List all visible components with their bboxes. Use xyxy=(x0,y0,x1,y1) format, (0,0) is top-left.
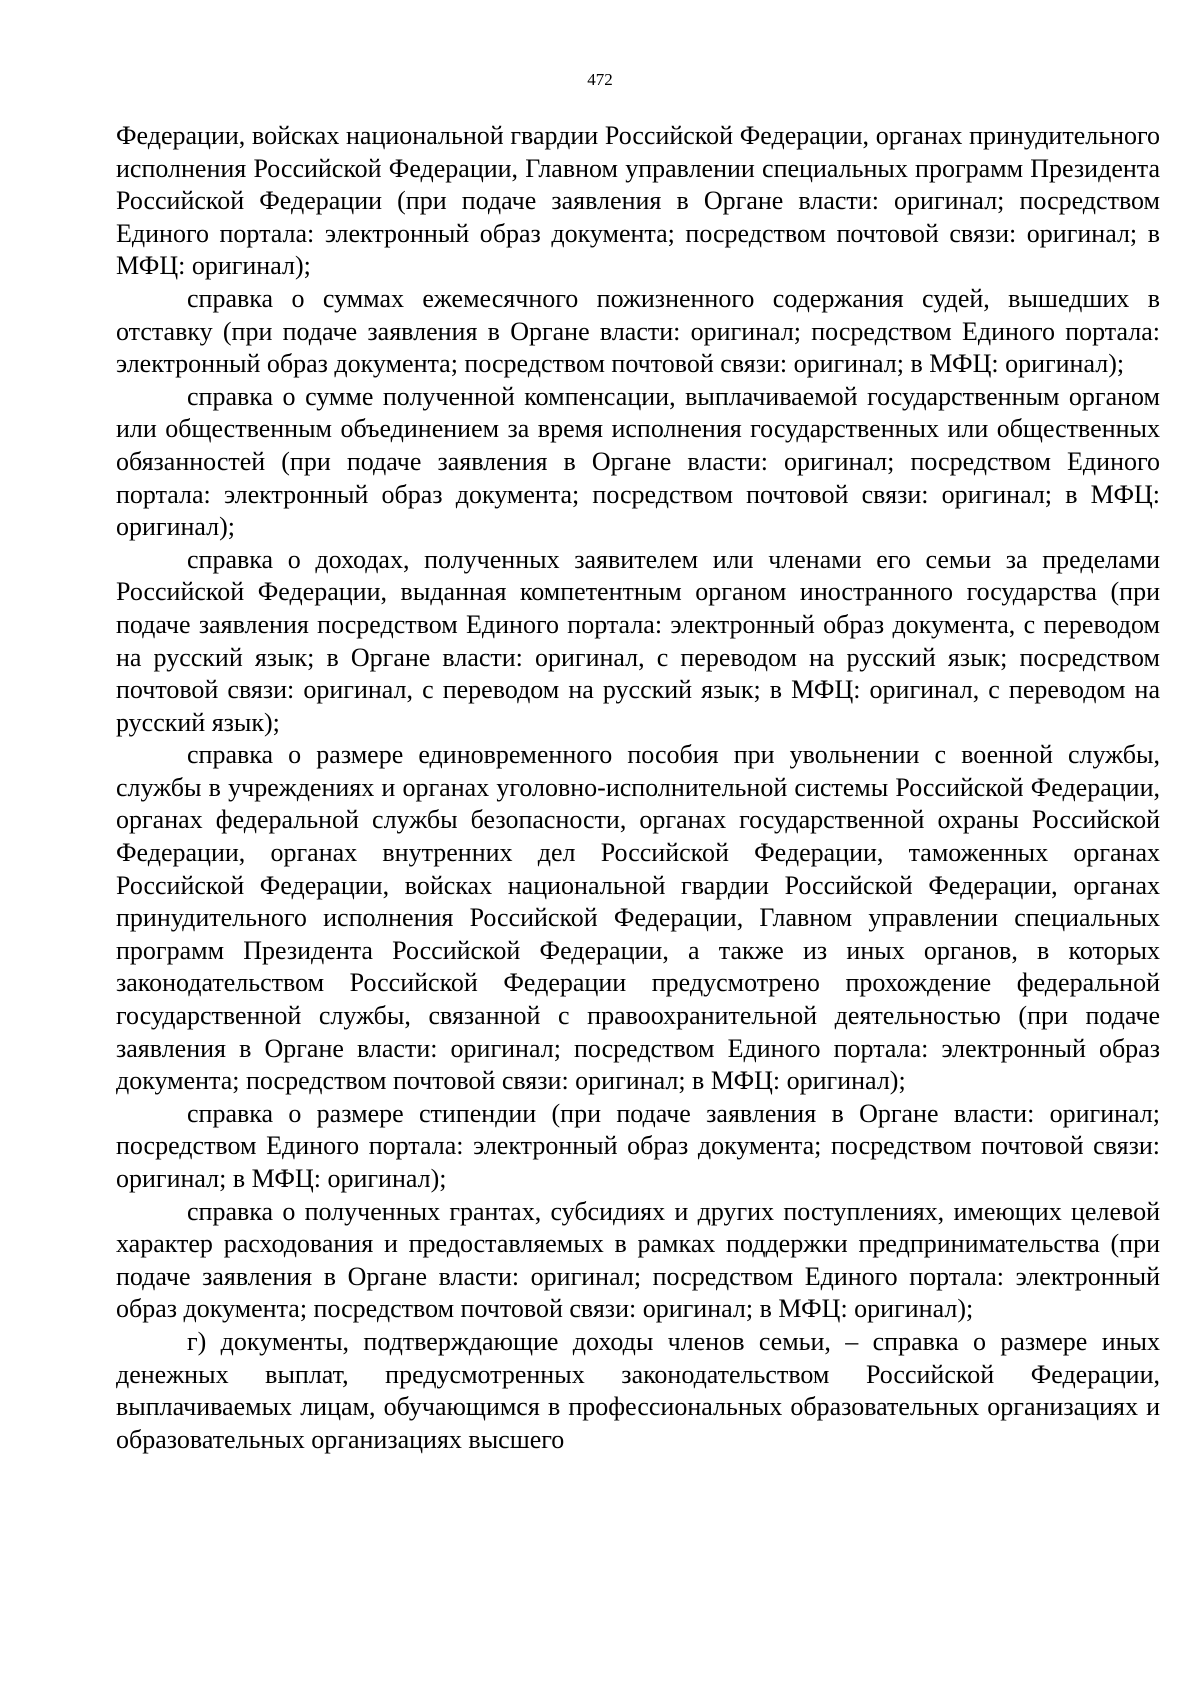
paragraph-compensation: справка о сумме полученной компенсации, выплачиваемой государственным органом или общественным объединением за время исполнения государственных или общественных обязанностей (при подаче заявления в Органе власти: оригинал; посредством Единого портала: электронный образ документа; посредством почтовой связи: оригинал; в МФЦ: оригинал); xyxy=(116,381,1160,542)
paragraph-grants: справка о полученных грантах, субсидиях и других поступлениях, имеющих целевой характер расходования и предоставляемых в рамках поддержки предпринимательства (при подаче заявления в Органе власти: оригинал; посредством Единого портала: электронный образ документа; посредством почтовой связи: оригинал; в МФЦ: оригинал); xyxy=(116,1196,1160,1324)
document-body xyxy=(116,120,1160,1456)
paragraph-dismissal-allowance: справка о размере единовременного пособия при увольнении с военной службы, службы в учреждениях и органах уголовно-исполнительной системы Российской Федерации, органах федеральной службы безопасности, органах государственной охраны Российской Федерации, органах внутренних дел Российской Федерации, таможенных органах Российской Федерации, войсках национальной гвардии Российской Федерации, органах принудительного исполнения Российской Федерации, Главном управлении специальных программ Президента Российской Федерации, а также из иных органов, в которых законодательством Российской Федерации предусмотрено прохождение федеральной государственной службы, связанной с правоохранительной деятельностью (при подаче заявления в Органе власти: оригинал; посредством Единого портала: электронный образ документа; посредством почтовой связи: оригинал; в МФЦ: оригинал); xyxy=(116,740,1160,1096)
paragraph-stipend: справка о размере стипендии (при подаче заявления в Органе власти: оригинал; посредством Единого портала: электронный образ документа; посредством почтовой связи: оригинал; в МФЦ: оригинал); xyxy=(116,1098,1160,1193)
paragraph-judges-maintenance: справка о суммах ежемесячного пожизненного содержания судей, вышедших в отставку (при подаче заявления в Органе власти: оригинал; посредством Единого портала: электронный образ документа; посредством почтовой связи: оригинал; в МФЦ: оригинал); xyxy=(116,283,1160,379)
paragraph-foreign-income: справка о доходах, полученных заявителем или членами его семьи за пределами Российской Федерации, выданная компетентным органом иностранного государства (при подаче заявления посредством Единого портала: электронный образ документа, с переводом на русский язык; в Органе власти: оригинал, с переводом на русский язык; посредством почтовой связи: оригинал, с переводом на русский язык; в МФЦ: оригинал, с переводом на русский язык); xyxy=(116,544,1160,737)
paragraph-item-g: г) документы, подтверждающие доходы членов семьи, – справка о размере иных денежных выплат, предусмотренных законодательством Российской Федерации, выплачиваемых лицам, обучающимся в профессиональных образовательных организациях и образовательных организациях высшего xyxy=(116,1326,1160,1454)
page-number: 472 xyxy=(587,70,613,89)
paragraph-continuation: Федерации, войсках национальной гвардии Российской Федерации, органах принудительного исполнения Российской Федерации, Главном управлении специальных программ Президента Российской Федерации (при подаче заявления в Органе власти: оригинал; посредством Единого портала: электронный образ документа; посредством почтовой связи: оригинал; в МФЦ: оригинал); xyxy=(116,121,1160,281)
